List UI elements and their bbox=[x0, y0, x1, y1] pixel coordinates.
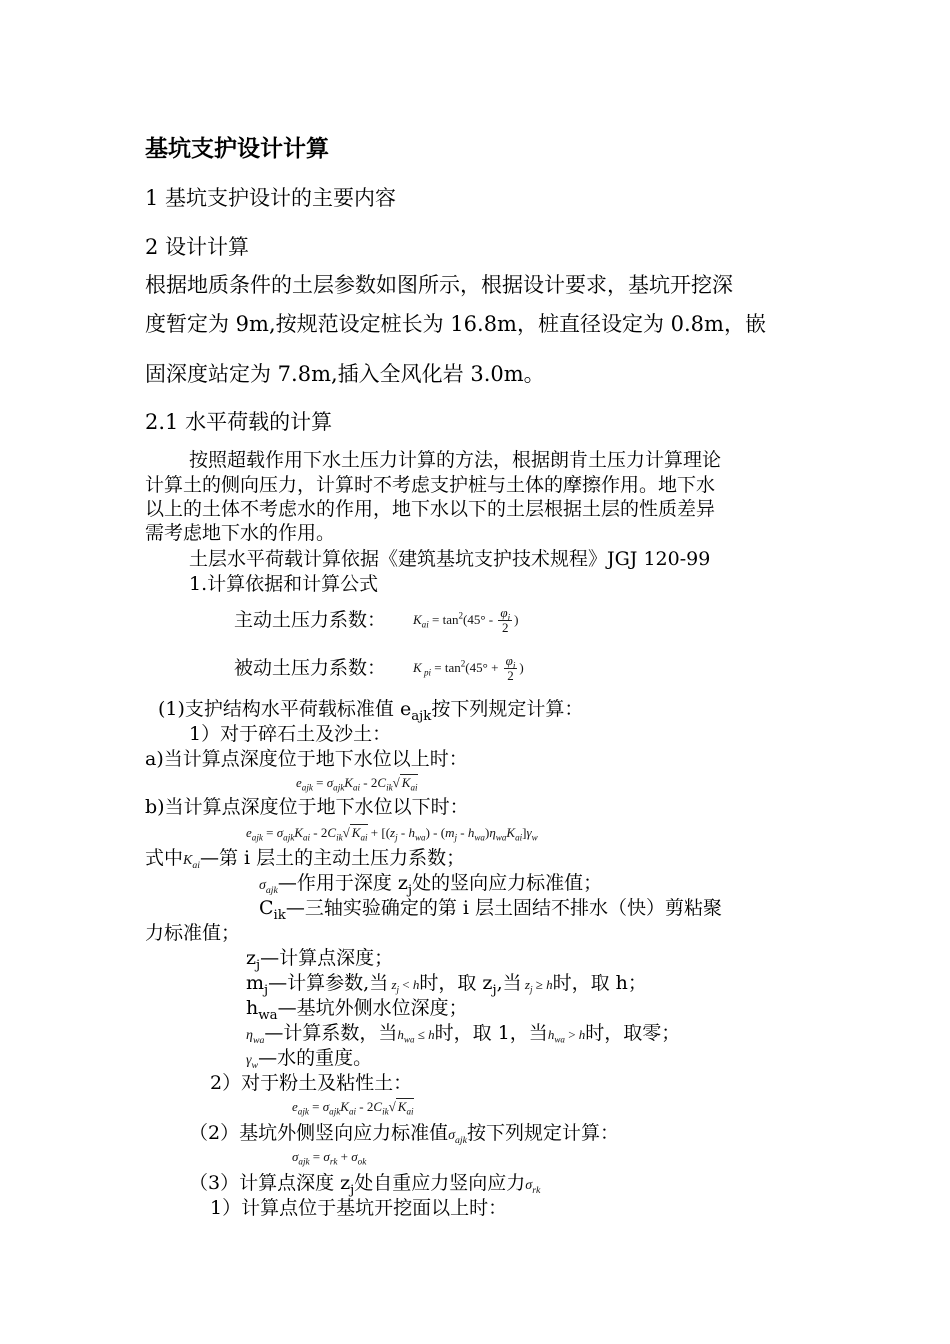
section-heading-2-1: 2.1 水平荷载的计算 bbox=[145, 410, 333, 434]
intro-line-2: 度暂定为 9m,按规范设定桩长为 16.8m，桩直径设定为 0.8m，嵌 bbox=[145, 312, 766, 336]
para-1-line-2: 计算土的侧向压力，计算时不考虑支护桩与土体的摩擦作用。地下水 bbox=[145, 474, 716, 496]
item-1: (1)支护结构水平荷载标准值 $e_{ajk}$按下列规定计算： bbox=[158, 698, 584, 724]
formula-a: $e_{ajk} = \sigma_{ajk}K_{ai} - 2C_{ik}√$ $K_{ai}$ bbox=[296, 775, 418, 793]
def-eta: $\eta_{wa}—$计算系数，当$h_{wa} \le h$时，取 1，当$h_{wa} > h$时，取零； bbox=[246, 1022, 681, 1046]
passive-coefficient-label: 被动土压力系数： bbox=[234, 657, 387, 679]
formula-b: $e_{ajk} = \sigma_{ajk}K_{ai} - 2C_{ik}√$ $K_{ai} + [(z_j - h_{wa}) - (m_j - h_{wa})\eta_{wa}K_{ai}]\gamma_w$ bbox=[246, 825, 538, 843]
passive-coefficient-formula: K $_{pi} = \tan^2(45^\circ$ + $\frac{\varphi_i}{2}$ ) bbox=[413, 653, 524, 684]
def-mj: $m_j—$计算参数,当 $z_j < h$时，取 $z_j$,当 $z_j \ge h$时，取 h； bbox=[246, 972, 647, 998]
para-1-line-3: 以上的土体不考虑水的作用，地下水以下的土层根据土层的性质差异 bbox=[145, 498, 716, 520]
section-heading-2: 2 设计计算 bbox=[145, 235, 250, 259]
item-3-1: 1）计算点位于基坑开挖面以上时： bbox=[210, 1197, 508, 1219]
item-3: （3）计算点深度 $z_j$处自重应力竖向应力$\sigma_{rk}$ bbox=[189, 1172, 541, 1198]
para-1-line-1: 按照超载作用下水土压力计算的方法，根据朗肯土压力计算理论 bbox=[189, 449, 722, 471]
section-heading-1: 1 基坑支护设计的主要内容 bbox=[145, 186, 397, 210]
def-gamma: $\gamma_w—$水的重度。 bbox=[246, 1047, 373, 1071]
def-cik-cont: 力标准值； bbox=[145, 922, 241, 944]
active-coefficient-label: 主动土压力系数： bbox=[234, 609, 387, 631]
item-1-1: 1）对于碎石土及沙土： bbox=[189, 723, 392, 745]
intro-line-1: 根据地质条件的土层参数如图所示，根据设计要求，基坑开挖深 bbox=[145, 273, 733, 297]
para-2: 土层水平荷载计算依据《建筑基坑支护技术规程》JGJ 120-99 bbox=[189, 548, 711, 570]
def-zj: $z_j—$计算点深度； bbox=[246, 947, 394, 973]
where-kai: 式中$K_{ai}—$第 i 层土的主动土压力系数； bbox=[145, 847, 466, 871]
formula-c: $e_{ajk} = \sigma_{ajk}K_{ai} - 2C_{ik}√$ $K_{ai}$ bbox=[292, 1099, 414, 1117]
formula-d: $\sigma_{ajk} = \sigma_{rk} + \sigma_{ok}$ bbox=[292, 1149, 367, 1167]
document-title: 基坑支护设计计算 bbox=[145, 136, 329, 162]
para-1-line-4: 需考虑地下水的作用。 bbox=[145, 522, 336, 544]
def-sigma: $\sigma_{ajk}—$作用于深度 $z_j$处的竖向应力标准值； bbox=[259, 872, 603, 898]
item-2: （2）基坑外侧竖向应力标准值$\sigma_{ajk}$按下列规定计算： bbox=[189, 1122, 619, 1146]
intro-line-3: 固深度站定为 7.8m,插入全风化岩 3.0m。 bbox=[145, 362, 545, 386]
case-a: a)当计算点深度位于地下水位以上时： bbox=[145, 748, 468, 770]
active-coefficient-formula: $K_{ai} = \tan^2(45^\circ$ - $\frac{\varphi_i}{2}$ ) bbox=[413, 605, 519, 636]
def-hwa: $h_{wa}—$基坑外侧水位深度； bbox=[246, 997, 468, 1023]
para-3: 1.计算依据和计算公式 bbox=[189, 573, 379, 595]
def-cik: $C_{ik}—$三轴实验确定的第 i 层土固结不排水（快）剪粘聚 bbox=[259, 897, 723, 923]
item-1-2: 2）对于粉土及粘性土： bbox=[210, 1072, 413, 1094]
case-b: b)当计算点深度位于地下水位以下时： bbox=[145, 796, 469, 818]
